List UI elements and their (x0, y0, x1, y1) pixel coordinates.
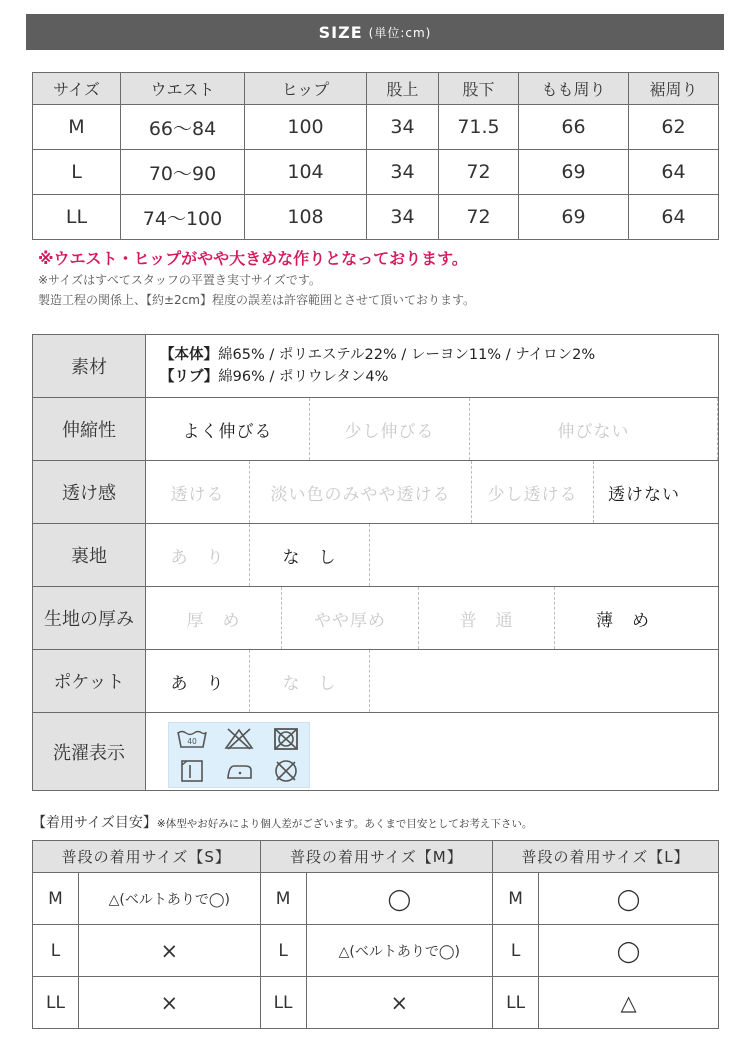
col-thigh: もも周り (519, 73, 629, 105)
col-hem: 裾周り (629, 73, 719, 105)
header-usual-l: 普段の着用サイズ【L】 (493, 841, 719, 873)
sheer-option: 透けない (608, 484, 680, 505)
table-cell: 66〜84 (121, 105, 245, 150)
table-cell: × (79, 977, 261, 1029)
table-cell: 62 (629, 105, 719, 150)
row-sheer (33, 461, 719, 524)
table-cell: LL (260, 977, 306, 1029)
table-cell: 64 (629, 150, 719, 195)
table-row (33, 925, 719, 977)
fit-guide-title (32, 812, 532, 832)
wash-40-icon (176, 728, 208, 750)
size-table-header (33, 73, 719, 105)
thickness-option: 普 通 (419, 587, 555, 649)
table-cell: 71.5 (439, 105, 519, 150)
table-cell: 72 (439, 150, 519, 195)
table-cell: L (33, 925, 79, 977)
row-stretch (33, 398, 719, 461)
material-tag-rib: 【リブ】 (160, 369, 219, 385)
material-body-text: 綿65% / ポリエステル22% / レーヨン11% / ナイロン2% (218, 347, 596, 363)
table-cell: 70〜90 (121, 150, 245, 195)
table-cell: LL (33, 195, 121, 240)
table-cell: 74〜100 (121, 195, 245, 240)
table-cell: △ (539, 977, 719, 1029)
table-row (33, 105, 719, 150)
table-cell: M (260, 873, 306, 925)
table-cell: △(ベルトありで◯) (79, 873, 261, 925)
stretch-option: 伸びない (470, 398, 718, 460)
size-banner (26, 14, 724, 50)
table-cell: L (260, 925, 306, 977)
table-cell: M (33, 105, 121, 150)
row-lining (33, 524, 719, 587)
header-usual-m: 普段の着用サイズ【M】 (260, 841, 493, 873)
table-row (33, 150, 719, 195)
col-size: サイズ (33, 73, 121, 105)
sheer-option: 透ける (146, 461, 250, 523)
iron-low-icon (223, 760, 255, 782)
label-pocket: ポケット (33, 650, 146, 713)
table-cell: L (493, 925, 539, 977)
row-material (33, 335, 719, 398)
table-cell: 108 (245, 195, 367, 240)
laundry-symbols (168, 722, 310, 788)
lining-option: な し (250, 524, 370, 586)
table-cell: L (33, 150, 121, 195)
label-thickness: 生地の厚み (33, 587, 146, 650)
banner-unit: (単位:cm) (368, 25, 432, 40)
col-inseam: 股下 (439, 73, 519, 105)
table-cell: LL (33, 977, 79, 1029)
thickness-option: やや厚め (282, 587, 419, 649)
note-emphasis: ※ウエスト・ヒップがやや大きめな作りとなっております。 (38, 249, 468, 268)
note-measurement: ※サイズはすべてスタッフの平置き実寸サイズです。 (38, 273, 321, 287)
material-tag-body: 【本体】 (160, 347, 218, 363)
no-dry-clean-icon (272, 759, 300, 783)
stretch-options (146, 398, 718, 460)
banner-title: SIZE (318, 22, 363, 42)
wash-temperature: 40 (187, 736, 198, 746)
pocket-options (146, 650, 718, 712)
sheer-options (146, 461, 718, 523)
fit-guide-note: ※体型やお好みにより個人差がございます。あくまで目安としてお考え下さい。 (156, 818, 533, 830)
col-rise: 股上 (367, 73, 439, 105)
fit-guide-heading: 【着用サイズ目安】 (32, 815, 157, 831)
lining-options (146, 524, 718, 586)
row-pocket (33, 650, 719, 713)
label-lining: 裏地 (33, 524, 146, 587)
col-waist: ウエスト (121, 73, 245, 105)
thickness-option: 厚 め (146, 587, 282, 649)
table-cell: 66 (519, 105, 629, 150)
table-cell: 72 (439, 195, 519, 240)
table-cell: ◯ (539, 873, 719, 925)
table-cell: LL (493, 977, 539, 1029)
table-cell: 69 (519, 195, 629, 240)
stretch-option: よく伸びる (146, 398, 310, 460)
pocket-option: あ り (146, 650, 250, 712)
row-laundry (33, 713, 719, 791)
table-cell: 100 (245, 105, 367, 150)
label-laundry: 洗濯表示 (33, 713, 146, 791)
thickness-option: 薄 め (596, 610, 650, 631)
sheer-option: 淡い色のみやや透ける (250, 461, 472, 523)
lining-option: あ り (146, 524, 250, 586)
material-rib-text: 綿96% / ポリウレタン4% (218, 369, 389, 385)
stretch-option: 少し伸びる (310, 398, 470, 460)
fabric-attributes-table (32, 334, 719, 791)
line-dry-shade-icon (178, 759, 206, 783)
table-cell: M (33, 873, 79, 925)
header-usual-s: 普段の着用サイズ【S】 (33, 841, 261, 873)
no-bleach-icon (223, 727, 255, 751)
table-cell: △(ベルトありで◯) (306, 925, 493, 977)
table-row (33, 977, 719, 1029)
size-table (32, 72, 719, 240)
material-composition (146, 338, 718, 394)
table-cell: M (493, 873, 539, 925)
label-sheer: 透け感 (33, 461, 146, 524)
fit-guide-header (33, 841, 719, 873)
label-stretch: 伸縮性 (33, 398, 146, 461)
thickness-options (146, 587, 718, 649)
pocket-option: な し (250, 650, 370, 712)
table-cell: 34 (367, 105, 439, 150)
note-tolerance: 製造工程の関係上、【約±2cm】程度の誤差は許容範囲とさせて頂いております。 (38, 293, 476, 307)
table-cell: 64 (629, 195, 719, 240)
table-cell: ◯ (306, 873, 493, 925)
table-cell: 104 (245, 150, 367, 195)
label-material: 素材 (33, 335, 146, 398)
table-cell: ◯ (539, 925, 719, 977)
fit-guide-table (32, 840, 719, 1029)
col-hip: ヒップ (245, 73, 367, 105)
size-notes (38, 248, 718, 310)
no-tumble-dry-icon (272, 727, 300, 751)
table-cell: 69 (519, 150, 629, 195)
table-cell: × (306, 977, 493, 1029)
sheer-option: 少し透ける (472, 461, 594, 523)
table-cell: 34 (367, 150, 439, 195)
table-row (33, 873, 719, 925)
row-thickness (33, 587, 719, 650)
table-cell: 34 (367, 195, 439, 240)
table-row (33, 195, 719, 240)
table-cell: × (79, 925, 261, 977)
